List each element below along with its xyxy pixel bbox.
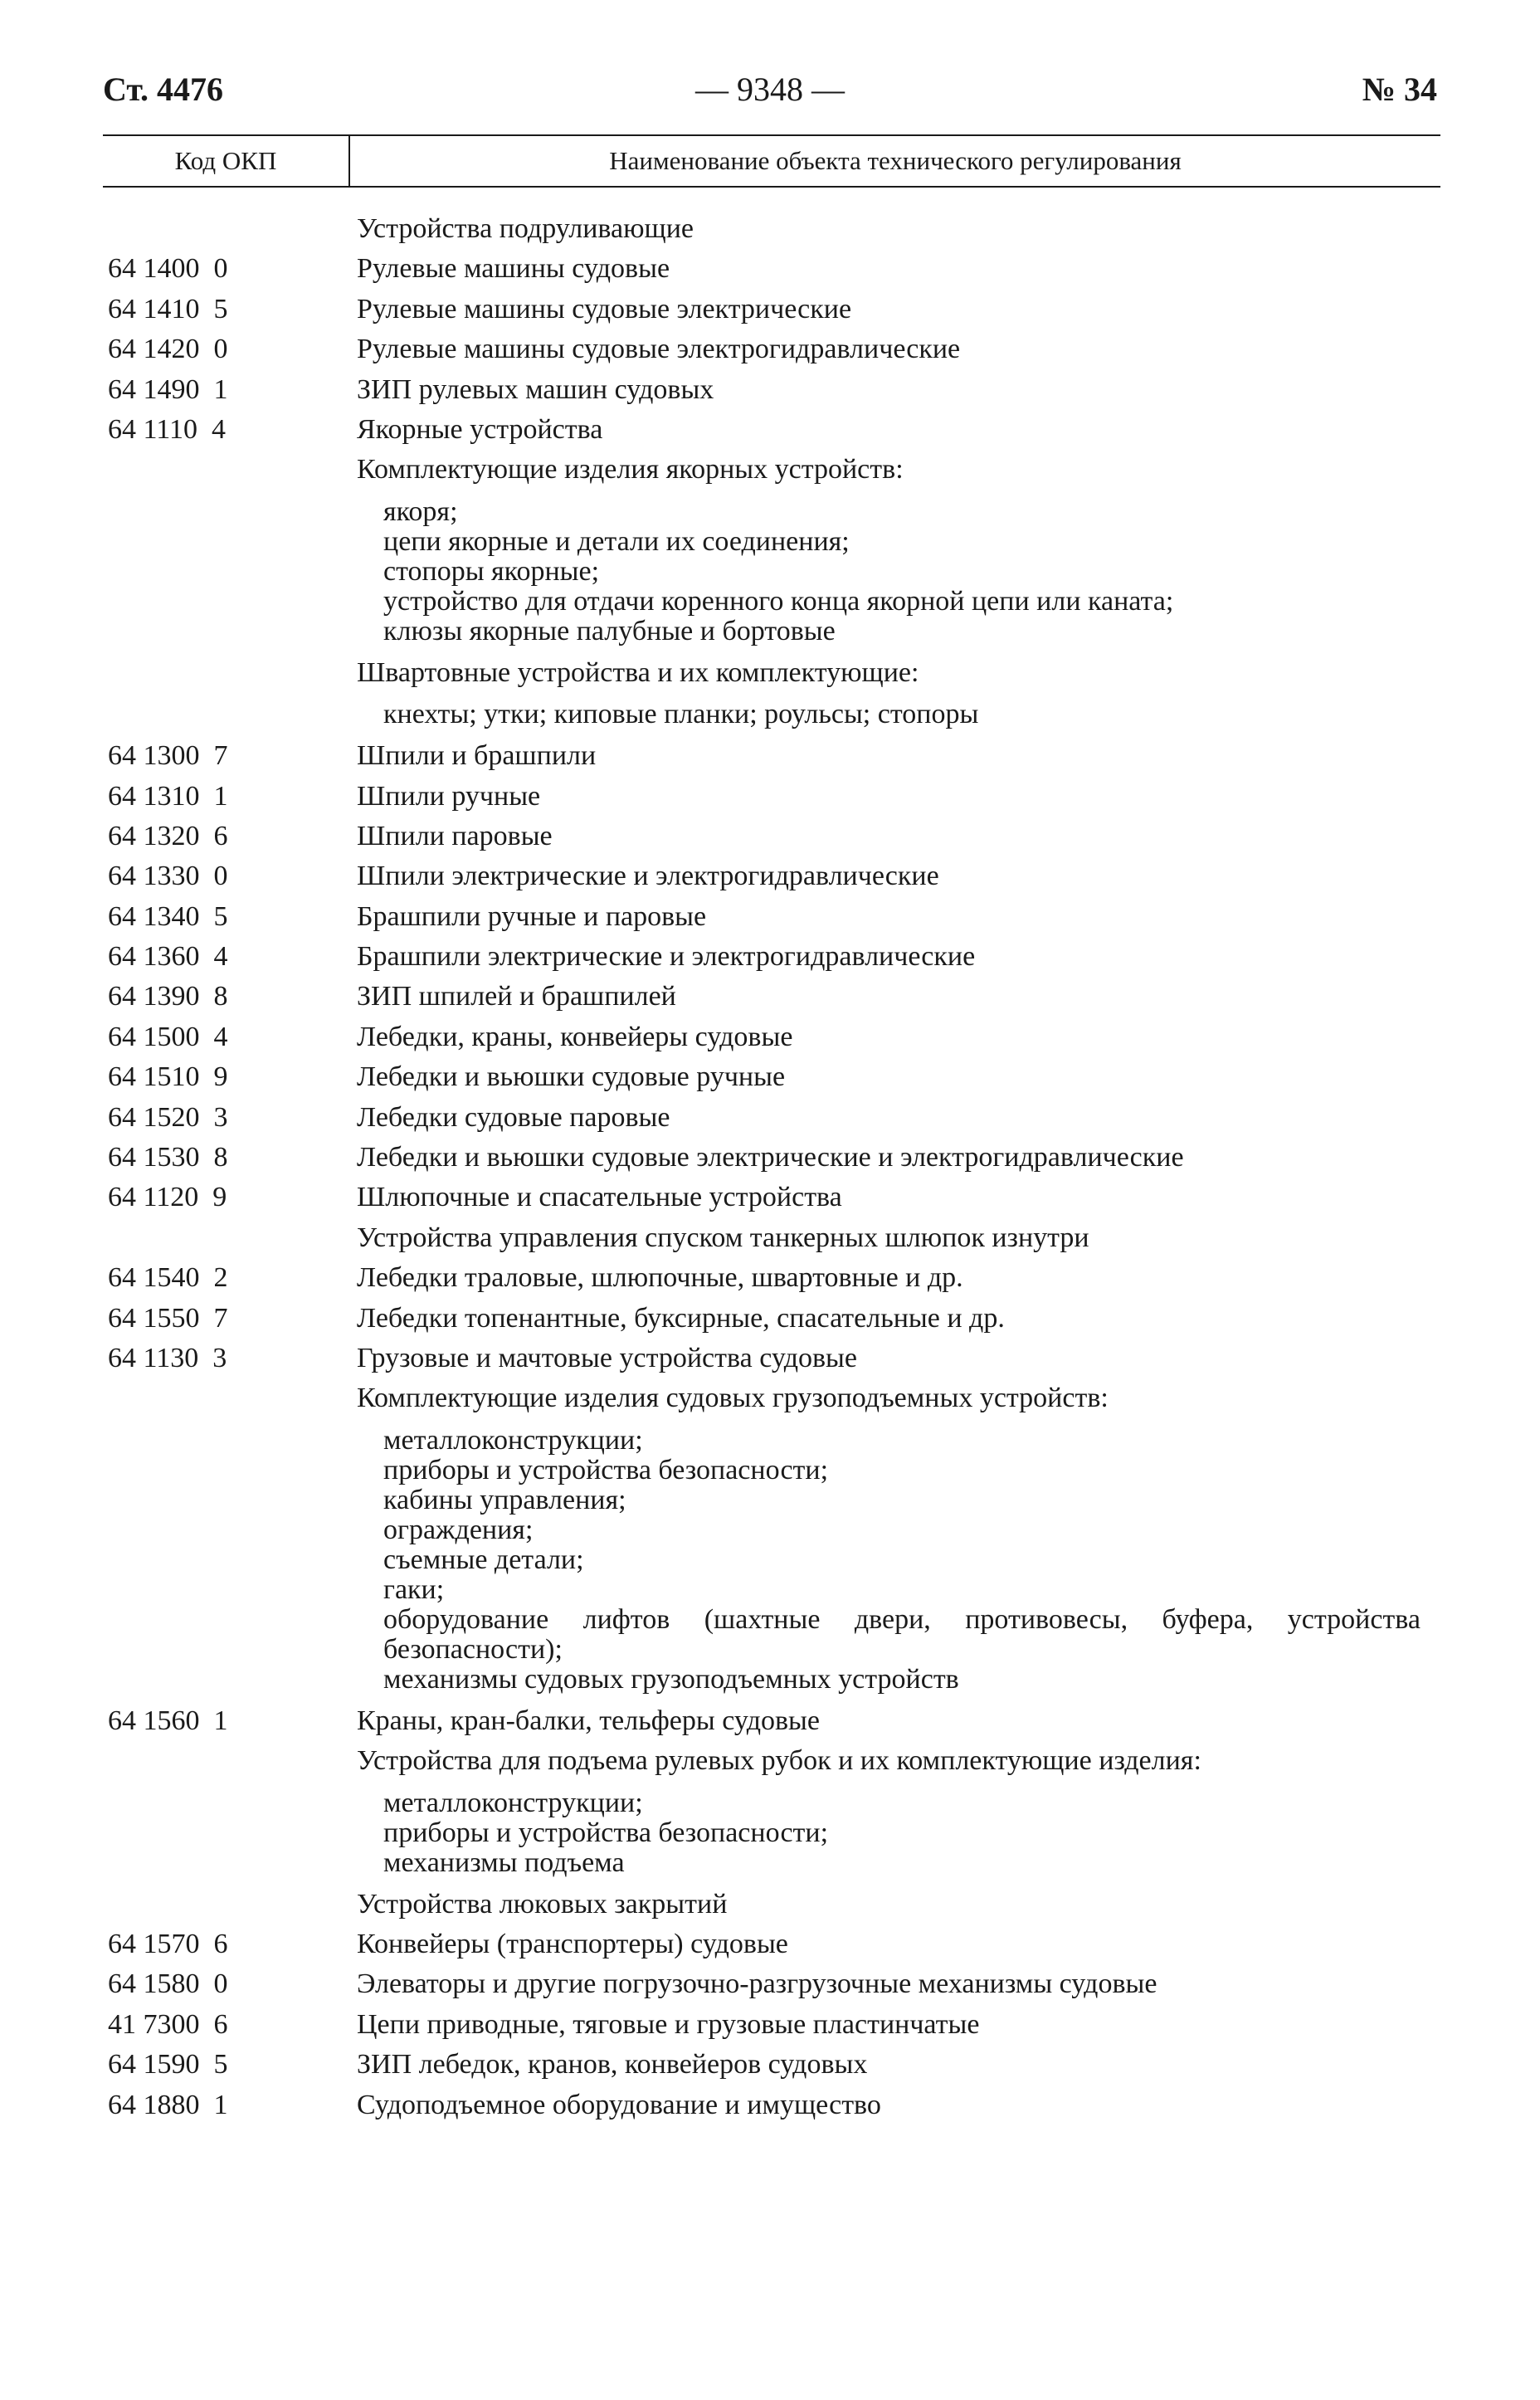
object-name: Лебедки траловые, шлюпочные, швартовные и др.: [357, 1262, 963, 1294]
table-row: [0, 1378, 1540, 1418]
table-row: [0, 777, 1540, 817]
object-name: Брашпили электрические и электрогидравлические: [357, 941, 976, 973]
object-name: Рулевые машины судовые электрические: [357, 293, 852, 324]
sub-list-item: механизмы подъема: [383, 1846, 625, 1878]
okp-code: 64 1500 4: [108, 1021, 228, 1052]
table-row: [0, 897, 1540, 937]
table-row: [0, 410, 1540, 450]
object-name: Шпили и брашпили: [357, 740, 597, 772]
okp-code: 64 1530 8: [108, 1142, 228, 1173]
okp-code: 41 7300 6: [108, 2008, 228, 2040]
table-row: [0, 1178, 1540, 1217]
okp-code: 64 1880 1: [108, 2089, 228, 2120]
okp-code: 64 1520 3: [108, 1101, 228, 1133]
table-body: [0, 209, 1540, 2125]
object-name: Устройства для подъема рулевых рубок и их комплектующие изделия:: [357, 1745, 1201, 1777]
okp-code: 64 1310 1: [108, 780, 228, 812]
sub-list-item: оборудование лифтов (шахтные двери, противовесы, буфера, устройства: [383, 1603, 1421, 1635]
object-name: Судоподъемное оборудование и имущество: [357, 2089, 881, 2120]
table-row: [0, 653, 1540, 693]
table-row: [0, 329, 1540, 369]
table-row: [0, 937, 1540, 977]
object-name: ЗИП лебедок, кранов, конвейеров судовых: [357, 2049, 868, 2080]
table-row: [0, 1098, 1540, 1138]
object-name: Элеваторы и другие погрузочно-разгрузочные механизмы судовые: [357, 1968, 1157, 2000]
okp-code: 64 1360 4: [108, 941, 228, 973]
object-name: Лебедки топенантные, буксирные, спасательные и др.: [357, 1302, 1005, 1334]
table-row: [0, 1138, 1540, 1178]
object-name: Шпили паровые: [357, 820, 553, 851]
table-row: [0, 1057, 1540, 1097]
sub-list-item: приборы и устройства безопасности;: [383, 1817, 829, 1848]
page-number: — 9348 —: [695, 71, 845, 108]
okp-code: 64 1340 5: [108, 900, 228, 932]
okp-code: 64 1110 4: [108, 413, 226, 445]
object-name: Цепи приводные, тяговые и грузовые пластинчатые: [357, 2008, 980, 2040]
sub-list-item: приборы и устройства безопасности;: [383, 1454, 829, 1485]
sub-list-item: стопоры якорные;: [383, 555, 600, 587]
table-row: [0, 1017, 1540, 1057]
okp-code: 64 1390 8: [108, 981, 228, 1012]
okp-code: 64 1410 5: [108, 293, 228, 324]
object-name: Якорные устройства: [357, 413, 603, 445]
object-name: Устройства управления спуском танкерных шлюпок изнутри: [357, 1222, 1089, 1253]
okp-code: 64 1490 1: [108, 373, 228, 405]
object-name: Шпили ручные: [357, 780, 541, 812]
table-row: [0, 1924, 1540, 1964]
table-row: [0, 1258, 1540, 1298]
object-name: Шлюпочные и спасательные устройства: [357, 1182, 842, 1213]
okp-code: 64 1510 9: [108, 1061, 228, 1093]
okp-code: 64 1570 6: [108, 1928, 228, 1959]
table-row: [0, 1701, 1540, 1741]
table-row: [0, 1741, 1540, 1781]
table-header-rule: [103, 186, 1440, 188]
object-name: Лебедки и вьюшки судовые электрические и электрогидравлические: [357, 1142, 1184, 1173]
object-name: Комплектующие изделия судовых грузоподъемных устройств:: [357, 1383, 1109, 1414]
object-name: Лебедки судовые паровые: [357, 1101, 670, 1133]
object-name: Краны, кран-балки, тельферы судовые: [357, 1705, 820, 1736]
table-row: [0, 1299, 1540, 1339]
sub-list: [0, 490, 1540, 653]
table-row: [0, 2045, 1540, 2085]
okp-code: 64 1320 6: [108, 820, 228, 851]
sub-list-item: съемные детали;: [383, 1544, 584, 1575]
okp-code: 64 1130 3: [108, 1342, 227, 1373]
sub-list: [0, 1419, 1540, 1701]
table-row: [0, 1964, 1540, 2004]
table-row: [0, 817, 1540, 856]
table-row: [0, 290, 1540, 329]
okp-code: 64 1120 9: [108, 1182, 227, 1213]
table-row: [0, 450, 1540, 490]
object-name: Швартовные устройства и их комплектующие:: [357, 656, 919, 688]
okp-code: 64 1300 7: [108, 740, 228, 772]
okp-code: 64 1400 0: [108, 253, 228, 285]
column-header-name: Наименование объекта технического регулирования: [609, 146, 1182, 175]
table-row: [0, 736, 1540, 776]
object-name: Брашпили ручные и паровые: [357, 900, 707, 932]
sub-list-item: цепи якорные и детали их соединения;: [383, 525, 850, 557]
object-name: Устройства подруливающие: [357, 213, 694, 244]
sub-list-item: устройство для отдачи коренного конца якорной цепи или каната;: [383, 585, 1174, 617]
object-name: ЗИП шпилей и брашпилей: [357, 981, 676, 1012]
table-row: [0, 1339, 1540, 1378]
object-name: Грузовые и мачтовые устройства судовые: [357, 1342, 857, 1373]
table-row: [0, 856, 1540, 896]
sub-list-item: металлоконструкции;: [383, 1787, 643, 1818]
table-row: [0, 249, 1540, 289]
okp-code: 64 1550 7: [108, 1302, 228, 1334]
object-name: Конвейеры (транспортеры) судовые: [357, 1928, 788, 1959]
table-row: [0, 977, 1540, 1017]
okp-code: 64 1330 0: [108, 861, 228, 892]
object-name: Шпили электрические и электрогидравлические: [357, 861, 939, 892]
table-row: [0, 1218, 1540, 1258]
sub-list-item: якоря;: [383, 495, 458, 527]
table-row: [0, 370, 1540, 410]
okp-code: 64 1560 1: [108, 1705, 228, 1736]
okp-code: 64 1590 5: [108, 2049, 228, 2080]
issue-number: № 34: [1362, 71, 1437, 108]
sub-list-item: кнехты; утки; киповые планки; роульсы; стопоры: [383, 699, 979, 730]
sub-list-item: механизмы судовых грузоподъемных устройств: [383, 1663, 959, 1695]
object-name: Рулевые машины судовые электрогидравлические: [357, 334, 961, 365]
sub-list-item: кабины управления;: [383, 1484, 626, 1515]
object-name: Лебедки и вьюшки судовые ручные: [357, 1061, 786, 1093]
table-top-rule: [103, 134, 1440, 136]
table-row: [0, 209, 1540, 249]
table-row: [0, 1885, 1540, 1924]
sub-list-item: гаки;: [383, 1573, 445, 1605]
sub-list-item: клюзы якорные палубные и бортовые: [383, 615, 836, 646]
object-name: Комплектующие изделия якорных устройств:: [357, 454, 904, 485]
object-name: Лебедки, краны, конвейеры судовые: [357, 1021, 793, 1052]
object-name: ЗИП рулевых машин судовых: [357, 373, 714, 405]
okp-code: 64 1580 0: [108, 1968, 228, 2000]
object-name: Устройства люковых закрытий: [357, 1888, 728, 1920]
sub-list-item: металлоконструкции;: [383, 1424, 643, 1456]
sub-list: [0, 693, 1540, 736]
okp-code: 64 1540 2: [108, 1262, 228, 1294]
table-row: [0, 2085, 1540, 2125]
object-name: Рулевые машины судовые: [357, 253, 670, 285]
article-number: Ст. 4476: [103, 71, 223, 108]
column-header-code: Код ОКП: [174, 146, 277, 175]
sub-list-item: ограждения;: [383, 1514, 534, 1545]
sub-list-item: безопасности);: [383, 1633, 563, 1665]
sub-list: [0, 1782, 1540, 1885]
table-row: [0, 2005, 1540, 2045]
okp-code: 64 1420 0: [108, 334, 228, 365]
